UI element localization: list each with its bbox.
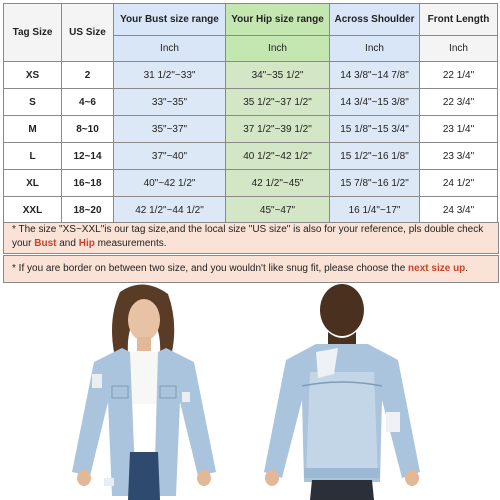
- cell-tag-size: XXL: [4, 197, 62, 224]
- unit-shoulder: Inch: [330, 36, 420, 62]
- cell-hip: 34"~35 1/2": [226, 62, 330, 89]
- note2-end: .: [465, 263, 469, 274]
- cell-bust: 42 1/2"~44 1/2": [114, 197, 226, 224]
- cell-us-size: 12~14: [62, 143, 114, 170]
- cell-us-size: 8~10: [62, 116, 114, 143]
- note1-and: and: [56, 238, 79, 249]
- model-front-illustration: [64, 282, 222, 500]
- table-row: [4, 89, 498, 116]
- header-us-size: US Size: [62, 4, 114, 62]
- header-front-length: Front Length: [420, 4, 498, 36]
- cell-front-length: 23 3/4": [420, 143, 498, 170]
- model-back-photo: [258, 282, 426, 500]
- cell-shoulder: 15 1/2"~16 1/8": [330, 143, 420, 170]
- cell-front-length: 24 3/4": [420, 197, 498, 224]
- header-shoulder: Across Shoulder: [330, 4, 420, 36]
- cell-us-size: 4~6: [62, 89, 114, 116]
- cell-hip: 35 1/2"~37 1/2": [226, 89, 330, 116]
- note1-bust-highlight: Bust: [34, 238, 57, 249]
- model-front-photo: [64, 282, 222, 500]
- cell-bust: 37"~40": [114, 143, 226, 170]
- cell-shoulder: 15 7/8"~16 1/2": [330, 170, 420, 197]
- table-row: [4, 143, 498, 170]
- size-chart-table: [3, 3, 498, 224]
- cell-hip: 37 1/2"~39 1/2": [226, 116, 330, 143]
- cell-hip: 42 1/2"~45": [226, 170, 330, 197]
- header-tag-size: Tag Size: [4, 4, 62, 62]
- cell-tag-size: S: [4, 89, 62, 116]
- header-bust: Your Bust size range: [114, 4, 226, 36]
- note1-text: * The size "XS~XXL"is our tag size,and the local size "US size" is also for your reference, pls double check your: [12, 224, 484, 249]
- cell-tag-size: L: [4, 143, 62, 170]
- cell-bust: 40"~42 1/2": [114, 170, 226, 197]
- unit-bust: Inch: [114, 36, 226, 62]
- cell-us-size: 18~20: [62, 197, 114, 224]
- cell-shoulder: 14 3/8"~14 7/8": [330, 62, 420, 89]
- table-row: [4, 170, 498, 197]
- cell-tag-size: M: [4, 116, 62, 143]
- note1-hip-highlight: Hip: [78, 238, 95, 249]
- unit-front-length: Inch: [420, 36, 498, 62]
- note2-next-size-highlight: next size up: [408, 263, 466, 274]
- cell-bust: 31 1/2"~33": [114, 62, 226, 89]
- size-note-border-between: [3, 255, 499, 283]
- cell-front-length: 23 1/4": [420, 116, 498, 143]
- model-back-illustration: [258, 282, 426, 500]
- unit-hip: Inch: [226, 36, 330, 62]
- cell-shoulder: 15 1/8"~15 3/4": [330, 116, 420, 143]
- cell-tag-size: XL: [4, 170, 62, 197]
- table-row: [4, 116, 498, 143]
- table-row: [4, 197, 498, 224]
- size-note-tag-vs-us: [3, 222, 499, 254]
- cell-hip: 45"~47": [226, 197, 330, 224]
- cell-shoulder: 14 3/4"~15 3/8": [330, 89, 420, 116]
- cell-front-length: 22 1/4": [420, 62, 498, 89]
- cell-us-size: 16~18: [62, 170, 114, 197]
- header-hip: Your Hip size range: [226, 4, 330, 36]
- cell-front-length: 22 3/4": [420, 89, 498, 116]
- cell-shoulder: 16 1/4"~17": [330, 197, 420, 224]
- table-row: [4, 62, 498, 89]
- cell-hip: 40 1/2"~42 1/2": [226, 143, 330, 170]
- cell-tag-size: XS: [4, 62, 62, 89]
- note1-end: measurements.: [94, 238, 167, 249]
- cell-us-size: 2: [62, 62, 114, 89]
- cell-bust: 35"~37": [114, 116, 226, 143]
- cell-bust: 33"~35": [114, 89, 226, 116]
- cell-front-length: 24 1/2": [420, 170, 498, 197]
- note2-text: * If you are border on between two size, and you wouldn't like snug fit, please choose the: [12, 263, 409, 274]
